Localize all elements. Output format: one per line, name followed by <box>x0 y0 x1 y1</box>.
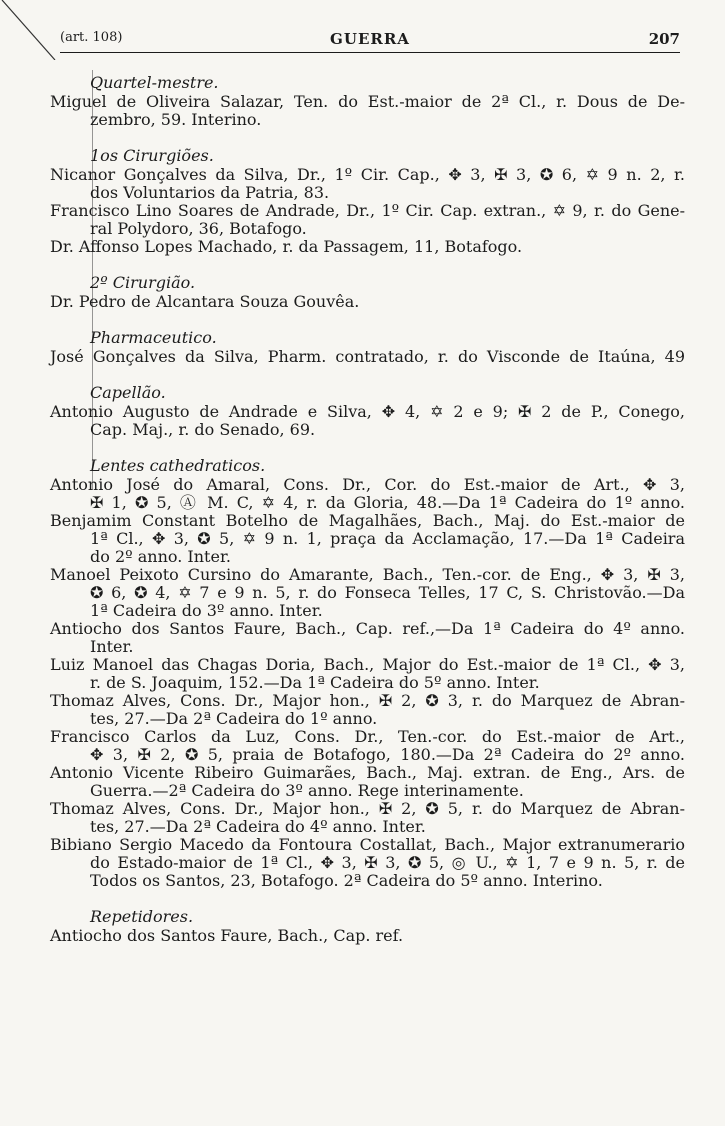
section <box>50 908 685 945</box>
section-gap <box>50 311 685 325</box>
entry-line: Antiocho dos Santos Faure, Bach., Cap. ref.,—Da 1ª Cadeira do 4º anno. <box>50 619 685 638</box>
section-title: Repetidores. <box>90 907 194 926</box>
entry-line: Thomaz Alves, Cons. Dr., Major hon., ✠ 2, ✪ 3, r. do Marquez de Abran- <box>50 691 685 710</box>
entry-continuation-line: do Estado-maior de 1ª Cl., ✥ 3, ✠ 3, ✪ 5, ◎ U., ✡ 1, 7 e 9 n. 5, r. de <box>90 853 685 872</box>
section-title: Quartel-mestre. <box>90 73 219 92</box>
entry-continuation-line: r. de S. Joaquim, 152.—Da 1ª Cadeira do 5º anno. Inter. <box>90 673 540 692</box>
entry-line: Dr. Pedro de Alcantara Souza Gouvêa. <box>50 292 360 311</box>
entry-continuation-line: zembro, 59. Interino. <box>90 110 262 129</box>
section <box>50 74 685 129</box>
section-title: 2º Cirurgião. <box>90 273 196 292</box>
section-gap <box>50 366 685 380</box>
page-number: 207 <box>648 30 680 48</box>
entry-continuation-line: do 2º anno. Inter. <box>90 547 231 566</box>
section-gap <box>50 256 685 270</box>
entry-line: Benjamim Constant Botelho de Magalhães, Bach., Maj. do Est.-maior de <box>50 511 685 530</box>
entry-line: Antonio Vicente Ribeiro Guimarães, Bach., Maj. extran. de Eng., Ars. de <box>50 763 685 782</box>
entry-continuation-line: Guerra.—2ª Cadeira do 3º anno. Rege interinamente. <box>90 781 524 800</box>
document-body <box>50 70 685 945</box>
entry-continuation-line: Todos os Santos, 23, Botafogo. 2ª Cadeira do 5º anno. Interino. <box>90 871 603 890</box>
entry-line: Luiz Manoel das Chagas Doria, Bach., Major do Est.-maior de 1ª Cl., ✥ 3, <box>50 655 685 674</box>
section-title: Capellão. <box>90 383 166 402</box>
entry-continuation-line: Inter. <box>90 637 134 656</box>
section-gap <box>50 129 685 143</box>
entry-line: Antiocho dos Santos Faure, Bach., Cap. ref. <box>50 926 404 945</box>
section <box>50 457 685 890</box>
header-title: GUERRA <box>330 30 410 48</box>
entry-line: José Gonçalves da Silva, Pharm. contratado, r. do Visconde de Itaúna, 49 <box>50 347 685 366</box>
running-header <box>60 30 680 53</box>
section <box>50 384 685 439</box>
entry-continuation-line: tes, 27.—Da 2ª Cadeira do 4º anno. Inter. <box>90 817 426 836</box>
section <box>50 329 685 366</box>
entry-line: Francisco Lino Soares de Andrade, Dr., 1º Cir. Cap. extran., ✡ 9, r. do Gene- <box>50 201 685 220</box>
entry-continuation-line: 1ª Cadeira do 3º anno. Inter. <box>90 601 323 620</box>
section-gap <box>50 439 685 453</box>
entry-continuation-line: ral Polydoro, 36, Botafogo. <box>90 219 307 238</box>
entry-continuation-line: 1ª Cl., ✥ 3, ✪ 5, ✡ 9 n. 1, praça da Acclamação, 17.—Da 1ª Cadeira <box>90 529 685 548</box>
section <box>50 147 685 256</box>
entry-line: Antonio José do Amaral, Cons. Dr., Cor. do Est.-maior de Art., ✥ 3, <box>50 475 685 494</box>
entry-line: Antonio Augusto de Andrade e Silva, ✥ 4, ✡ 2 e 9; ✠ 2 de P., Conego, <box>50 402 685 421</box>
entry-line: Bibiano Sergio Macedo da Fontoura Costallat, Bach., Major extranumerario <box>50 835 685 854</box>
section-title: 1os Cirurgiões. <box>90 146 214 165</box>
entry-continuation-line: tes, 27.—Da 2ª Cadeira do 1º anno. <box>90 709 378 728</box>
entry-line: Manoel Peixoto Cursino do Amarante, Bach., Ten.-cor. de Eng., ✥ 3, ✠ 3, <box>50 565 685 584</box>
entry-continuation-line: ✪ 6, ✪ 4, ✡ 7 e 9 n. 5, r. do Fonseca Telles, 17 C, S. Christovão.—Da <box>90 583 685 602</box>
section-title: Pharmaceutico. <box>90 328 217 347</box>
section-title: Lentes cathedraticos. <box>90 456 266 475</box>
article-reference: (art. 108) <box>60 30 123 45</box>
entry-continuation-line: dos Voluntarios da Patria, 83. <box>90 183 330 202</box>
entry-continuation-line: ✠ 1, ✪ 5, Ⓐ M. C, ✡ 4, r. da Gloria, 48.—Da 1ª Cadeira do 1º anno. <box>90 493 685 512</box>
entry-line: Miguel de Oliveira Salazar, Ten. do Est.-maior de 2ª Cl., r. Dous de De- <box>50 92 685 111</box>
entry-line: Nicanor Gonçalves da Silva, Dr., 1º Cir. Cap., ✥ 3, ✠ 3, ✪ 6, ✡ 9 n. 2, r. <box>50 165 685 184</box>
entry-line: Francisco Carlos da Luz, Cons. Dr., Ten.-cor. do Est.-maior de Art., <box>50 727 685 746</box>
entry-continuation-line: Cap. Maj., r. do Senado, 69. <box>90 420 316 439</box>
entry-line: Thomaz Alves, Cons. Dr., Major hon., ✠ 2, ✪ 5, r. do Marquez de Abran- <box>50 799 685 818</box>
entry-continuation-line: ✥ 3, ✠ 2, ✪ 5, praia de Botafogo, 180.—Da 2ª Cadeira do 2º anno. <box>90 745 685 764</box>
entry-line: Dr. Affonso Lopes Machado, r. da Passagem, 11, Botafogo. <box>50 237 523 256</box>
section <box>50 274 685 311</box>
section-gap <box>50 890 685 904</box>
